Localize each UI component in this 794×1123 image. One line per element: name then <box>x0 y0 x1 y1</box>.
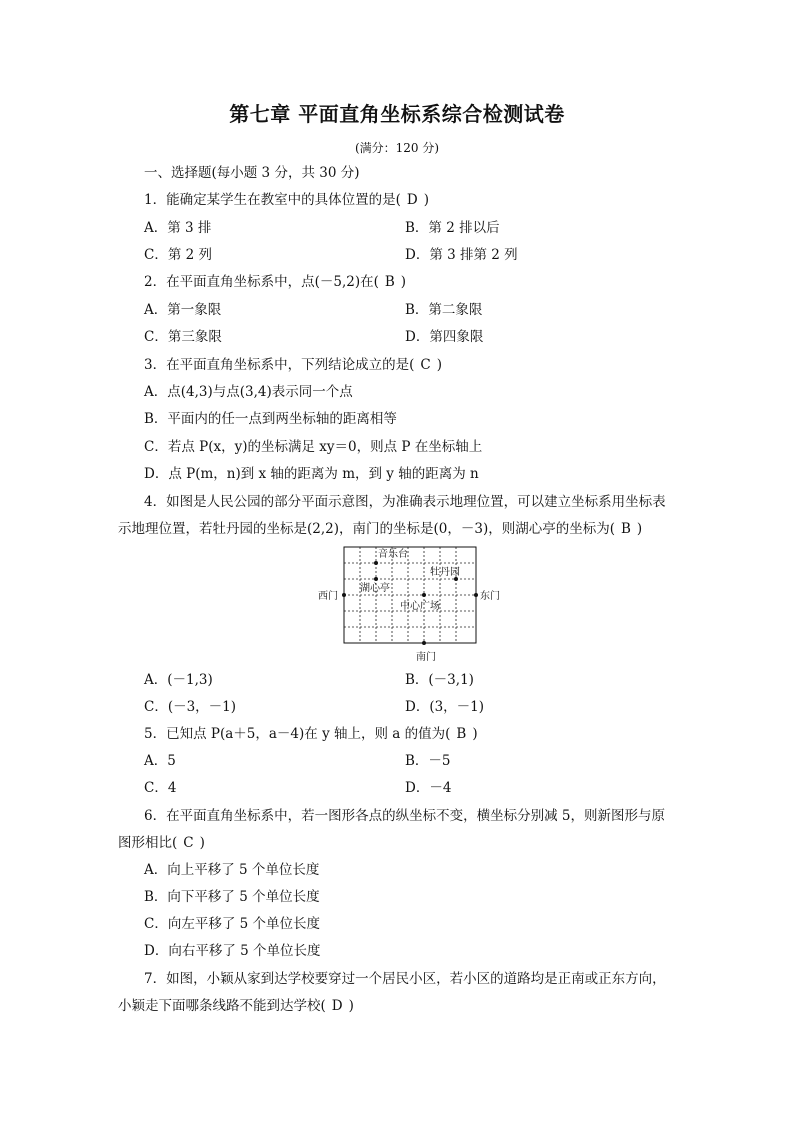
option-b: B．平面内的任一点到两坐标轴的距离相等 <box>144 411 397 427</box>
answer-letter: C <box>183 835 194 851</box>
question-stem-text: 3．在平面直角坐标系中，下列结论成立的是( <box>144 357 415 373</box>
option-b: B．向下平移了 5 个单位长度 <box>144 889 320 905</box>
question-4-stem-line-1: 4．如图是人民公园的部分平面示意图，为准确表示地理位置，可以建立坐标系用坐标表 <box>144 494 666 510</box>
answer-letter: B <box>620 521 631 537</box>
label-lake-pavilion: 湖心亭 <box>360 583 390 594</box>
option-d: D．点 P(m，n)到 x 轴的距离为 m，到 y 轴的距离为 n <box>144 466 479 482</box>
point-west-gate <box>342 593 346 597</box>
page-title: 第七章 平面直角坐标系综合检测试卷 <box>229 102 565 126</box>
park-map-figure <box>310 545 510 670</box>
option-a: A．(－1,3) <box>144 672 213 688</box>
option-d: D．向右平移了 5 个单位长度 <box>144 943 321 959</box>
question-stem-text: 1．能确定某学生在教室中的具体位置的是( <box>144 192 401 208</box>
answer-letter: B <box>456 726 467 742</box>
option-c: C．第 2 列 <box>144 247 213 263</box>
option-b: B．第二象限 <box>405 302 483 318</box>
close-paren: ) <box>423 192 429 208</box>
question-6-stem-line-2 <box>118 834 205 852</box>
option-b: B．－5 <box>405 753 451 769</box>
park-map-grid <box>310 545 510 670</box>
question-stem-text: 图形相比( <box>118 835 178 851</box>
option-a: A．5 <box>144 753 176 769</box>
question-6-stem-line-1: 6．在平面直角坐标系中，若一图形各点的纵坐标不变，横坐标分别减 5，则新图形与原 <box>144 808 665 824</box>
question-7-stem-line-2 <box>118 997 354 1015</box>
point-south-gate <box>422 641 426 645</box>
option-b: B．(－3,1) <box>405 672 474 688</box>
label-south-gate: 南门 <box>416 652 436 663</box>
option-c: C．4 <box>144 780 177 796</box>
score-note: (满分：120 分) <box>354 141 440 155</box>
close-paren: ) <box>436 357 442 373</box>
option-d: D．第 3 排第 2 列 <box>405 247 518 263</box>
question-stem-text: 5．已知点 P(a＋5，a－4)在 y 轴上，则 a 的值为( <box>144 726 451 742</box>
question-stem-text: 2．在平面直角坐标系中，点(－5,2)在( <box>144 274 379 290</box>
point-center-square <box>422 593 426 597</box>
section-heading: 一、选择题(每小题 3 分，共 30 分) <box>144 165 360 181</box>
close-paren: ) <box>636 521 643 537</box>
question-stem-text: 小颖走下面哪条线路不能到达学校( <box>118 998 326 1014</box>
point-lake-pavilion <box>374 577 378 581</box>
option-d: D．第四象限 <box>405 329 484 345</box>
point-music-stage <box>374 561 378 565</box>
question-4-stem-line-2 <box>118 520 642 538</box>
close-paren: ) <box>472 726 478 742</box>
close-paren: ) <box>348 998 354 1014</box>
answer-letter: B <box>384 274 395 290</box>
label-west-gate: 西门 <box>318 591 338 602</box>
question-3-stem <box>144 356 442 374</box>
option-a: A．第 3 排 <box>144 220 212 236</box>
option-d: D．(3，－1) <box>405 699 485 715</box>
question-7-stem-line-1: 7．如图，小颖从家到达学校要穿过一个居民小区，若小区的道路均是正南或正东方向， <box>144 971 666 987</box>
label-center-square: 中心广场 <box>400 601 440 612</box>
close-paren: ) <box>400 274 407 290</box>
answer-letter: D <box>406 192 418 208</box>
option-c: C．若点 P(x，y)的坐标满足 xy＝0，则点 P 在坐标轴上 <box>144 439 483 455</box>
label-peony-garden: 牡丹园 <box>430 567 460 578</box>
option-c: C．第三象限 <box>144 329 222 345</box>
answer-letter: D <box>331 998 343 1014</box>
option-b: B．第 2 排以后 <box>405 220 500 236</box>
close-paren: ) <box>199 835 205 851</box>
point-east-gate <box>474 593 478 597</box>
option-c: C．(－3，－1) <box>144 699 237 715</box>
question-1-stem <box>144 191 429 209</box>
option-c: C．向左平移了 5 个单位长度 <box>144 916 321 932</box>
option-d: D．－4 <box>405 780 452 796</box>
option-a: A．点(4,3)与点(3,4)表示同一个点 <box>144 384 353 400</box>
option-a: A．第一象限 <box>144 302 222 318</box>
label-music-stage: 音乐台 <box>378 549 408 560</box>
question-stem-text: 示地理位置，若牡丹园的坐标是(2,2)，南门的坐标是(0，－3)，则湖心亭的坐标为( <box>118 521 615 537</box>
question-5-stem <box>144 725 478 743</box>
question-2-stem <box>144 273 406 291</box>
option-a: A．向上平移了 5 个单位长度 <box>144 862 320 878</box>
label-east-gate: 东门 <box>480 591 500 602</box>
answer-letter: C <box>420 357 431 373</box>
